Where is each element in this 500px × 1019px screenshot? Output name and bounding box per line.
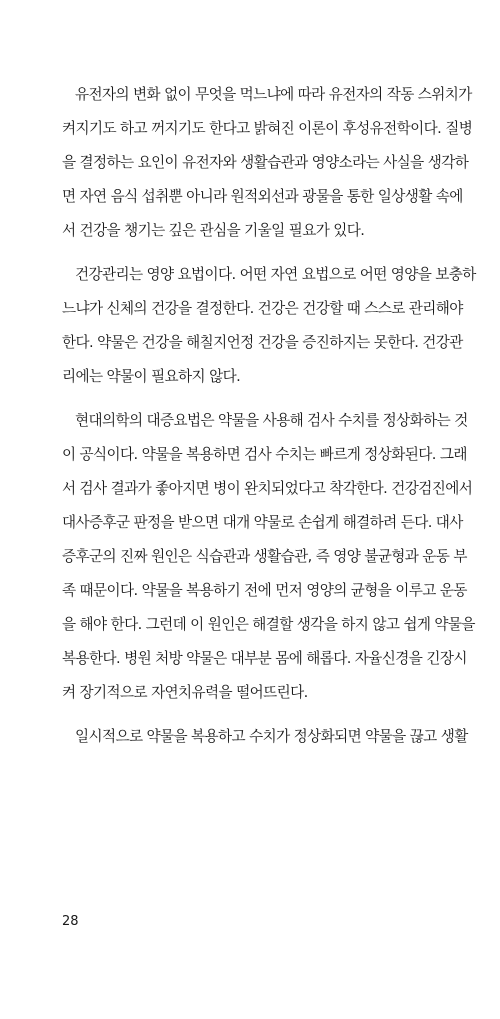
text-line: 리에는 약물이 필요하지 않다. bbox=[62, 368, 241, 385]
text-line: 켜지기도 하고 꺼지기도 한다고 밝혀진 이론이 후성유전학이다. 질병 bbox=[62, 120, 473, 137]
text-line: 건강관리는 영양 요법이다. 어떤 자연 요법으로 어떤 영양을 보충하 bbox=[75, 266, 476, 283]
text-line: 일시적으로 약물을 복용하고 수치가 정상화되면 약물을 끊고 생활 bbox=[75, 728, 468, 745]
text-line: 면 자연 음식 섭취뿐 아니라 원적외선과 광물을 통한 일상생활 속에 bbox=[62, 188, 463, 205]
text-line: 대사증후군 판정을 받으면 대개 약물로 손쉽게 해결하려 든다. 대사 bbox=[62, 514, 463, 531]
text-line: 을 해야 한다. 그런데 이 원인은 해결할 생각을 하지 않고 쉽게 약물을 bbox=[62, 616, 475, 633]
text-line: 을 결정하는 요인이 유전자와 생활습관과 영양소라는 사실을 생각하 bbox=[62, 154, 469, 171]
text-line: 증후군의 진짜 원인은 식습관과 생활습관, 즉 영양 불균형과 운동 부 bbox=[62, 548, 467, 565]
text-line: 이 공식이다. 약물을 복용하면 검사 수치는 빠르게 정상화된다. 그래 bbox=[62, 446, 467, 463]
text-line: 현대의학의 대증요법은 약물을 사용해 검사 수치를 정상화하는 것 bbox=[75, 412, 468, 429]
paragraph-4 bbox=[62, 720, 468, 754]
text-line: 켜 장기적으로 자연치유력을 떨어뜨린다. bbox=[62, 684, 308, 701]
text-line: 느냐가 신체의 건강을 결정한다. 건강은 건강할 때 스스로 관리해야 bbox=[62, 300, 463, 317]
text-line: 유전자의 변화 없이 무엇을 먹느냐에 따라 유전자의 작동 스위치가 bbox=[75, 86, 472, 103]
body-text bbox=[62, 78, 476, 754]
page-number: 28 bbox=[62, 914, 79, 929]
text-line: 족 때문이다. 약물을 복용하기 전에 먼저 영양의 균형을 이루고 운동 bbox=[62, 582, 467, 599]
paragraph-2 bbox=[62, 258, 476, 394]
text-line: 서 검사 결과가 좋아지면 병이 완치되었다고 착각한다. 건강검진에서 bbox=[62, 480, 473, 497]
paragraph-3 bbox=[62, 404, 475, 710]
text-line: 복용한다. 병원 처방 약물은 대부분 몸에 해롭다. 자율신경을 긴장시 bbox=[62, 650, 467, 667]
paragraph-1 bbox=[62, 78, 473, 248]
text-line: 서 건강을 챙기는 깊은 관심을 기울일 필요가 있다. bbox=[62, 222, 365, 239]
text-line: 한다. 약물은 건강을 해칠지언정 건강을 증진하지는 못한다. 건강관 bbox=[62, 334, 463, 351]
